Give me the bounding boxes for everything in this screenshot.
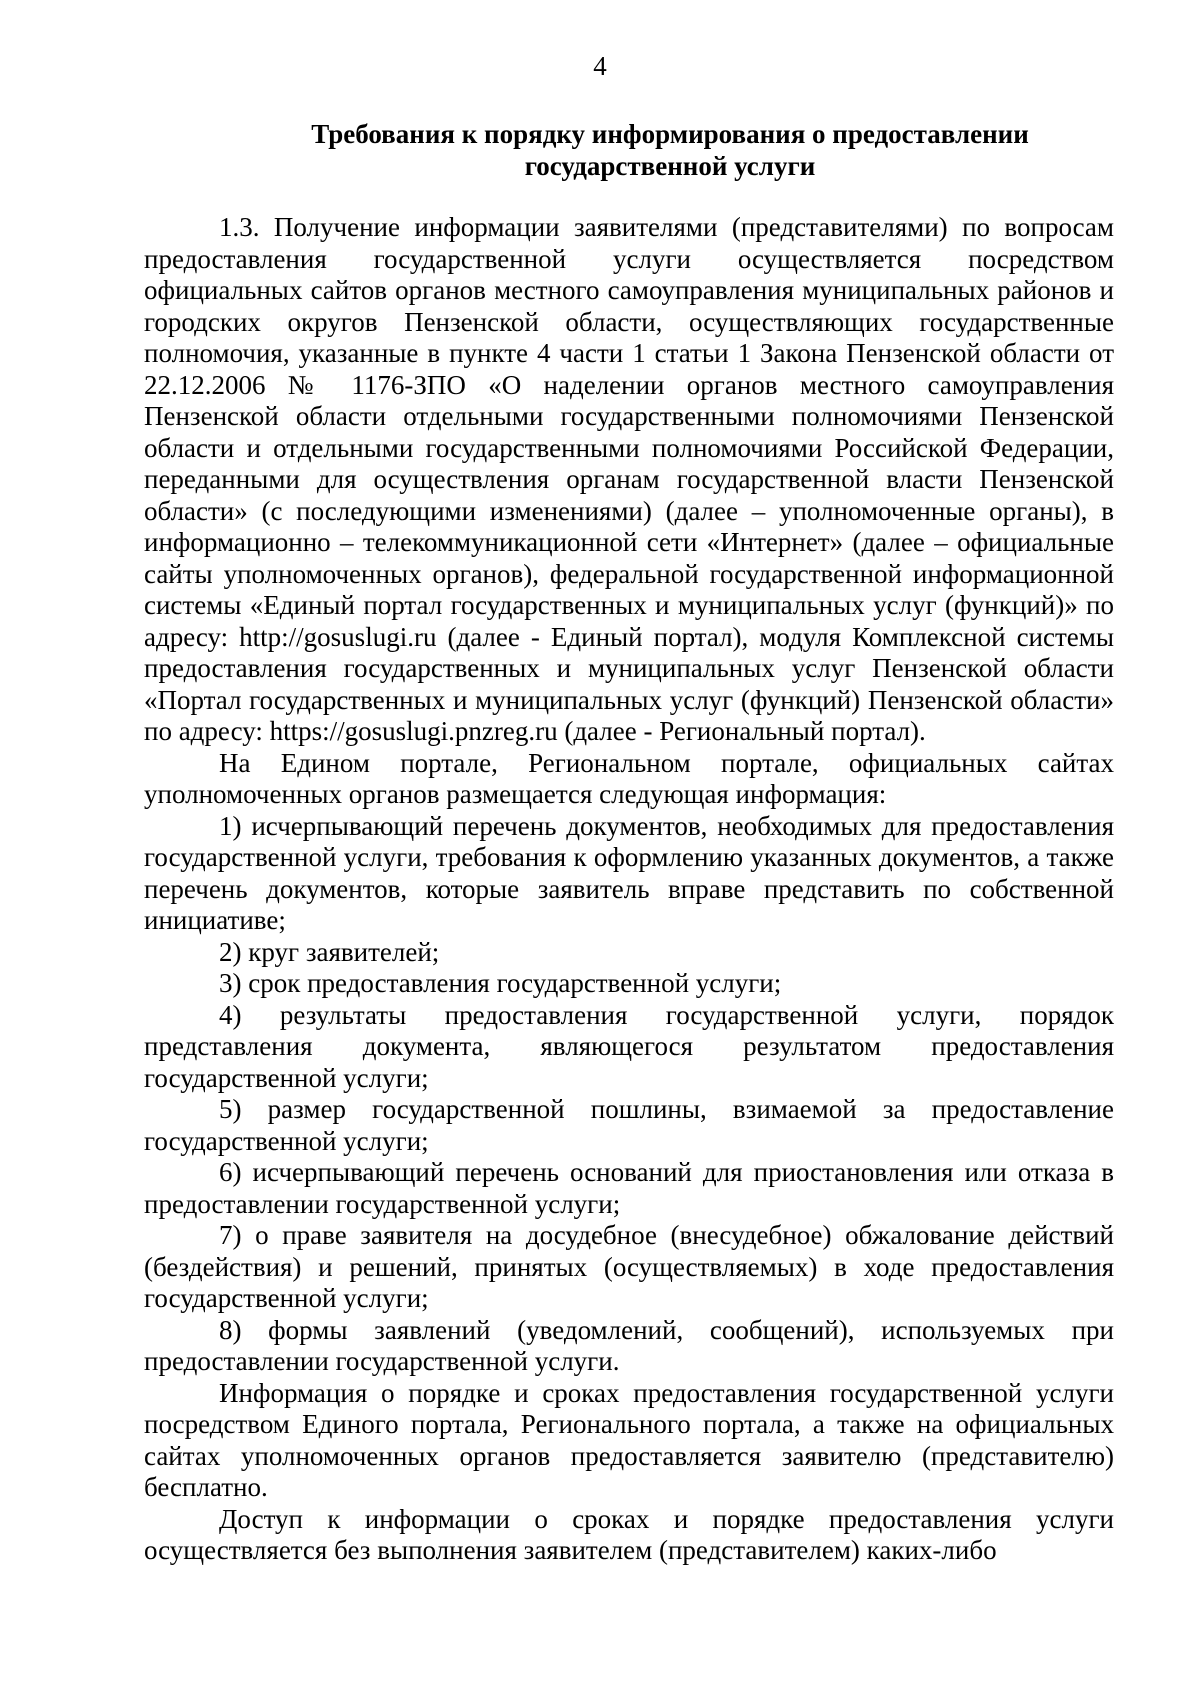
list-item-2: 2) круг заявителей; [219, 936, 440, 967]
list-item-4: 4) результаты предоставления государственной услуги, порядок представления документа, являющегося результатом предоставления государственной услуги; [144, 999, 1114, 1093]
list-item-7: 7) о праве заявителя на досудебное (внесудебное) обжалование действий (бездействия) и решений, принятых (осуществляемых) в ходе предоставления государственной услуги; [144, 1220, 1114, 1313]
list-item-6: 6) исчерпывающий перечень оснований для приостановления или отказа в предоставлении государственной услуги; [144, 1157, 1114, 1219]
section-heading-line-1: Требования к порядку информирования о предоставлении [311, 119, 1029, 149]
paragraph-portal-info-intro: На Едином портале, Региональном портале, официальных сайтах уполномоченных органов размещается следующая информация: [144, 747, 1114, 809]
section-heading-line-2: государственной услуги [524, 151, 816, 181]
page-number: 4 [593, 51, 607, 81]
paragraph-free-information: Информация о порядке и сроках предоставления государственной услуги посредством Единого портала, Регионального портала, а также на официальных сайтах уполномоченных органов предоставляется заявителю (представителю) бесплатно. [144, 1377, 1114, 1502]
paragraph-access-information: Доступ к информации о сроках и порядке предоставления услуги осуществляется без выполнения заявителем (представителем) каких-либо [144, 1503, 1114, 1565]
list-item-1: 1) исчерпывающий перечень документов, необходимых для предоставления государственной услуги, требования к оформлению указанных документов, а также перечень документов, которые заявитель вправе представить по собственной инициативе; [144, 810, 1114, 935]
section-heading [200, 118, 1140, 182]
paragraph-1-3: 1.3. Получение информации заявителями (представителями) по вопросам предоставления государственной услуги осуществляется посредством официальных сайтов органов местного самоуправления муниципальных районов и городских округов Пензенской области, осуществляющих государственные полномочия, указанные в пункте 4 части 1 статьи 1 Закона Пензенской области от 22.12.2006 № 1176-ЗПО «О наделении органов местного самоуправления Пензенской области отдельными государственными полномочиями Пензенской области и отдельными государственными полномочиями Российской Федерации, переданными для осуществления органам государственной власти Пензенской области» (с последующими изменениями) (далее – уполномоченные органы), в информационно – телекоммуникационной сети «Интернет» (далее – официальные сайты уполномоченных органов), федеральной государственной информационной системы «Единый портал государственных и муниципальных услуг (функций)» по адресу: http://gosuslugi.ru (далее - Единый портал), модуля Комплексной системы предоставления государственных и муниципальных услуг Пензенской области «Портал государственных и муниципальных услуг (функций) Пензенской области» по адресу: https://gosuslugi.pnzreg.ru (далее - Региональный портал). [144, 212, 1114, 746]
list-item-8: 8) формы заявлений (уведомлений, сообщений), используемых при предоставлении государственной услуги. [144, 1314, 1114, 1376]
list-item-3: 3) срок предоставления государственной услуги; [219, 968, 782, 998]
list-item-5: 5) размер государственной пошлины, взимаемой за предоставление государственной услуги; [144, 1094, 1114, 1156]
document-body [144, 212, 1114, 1567]
